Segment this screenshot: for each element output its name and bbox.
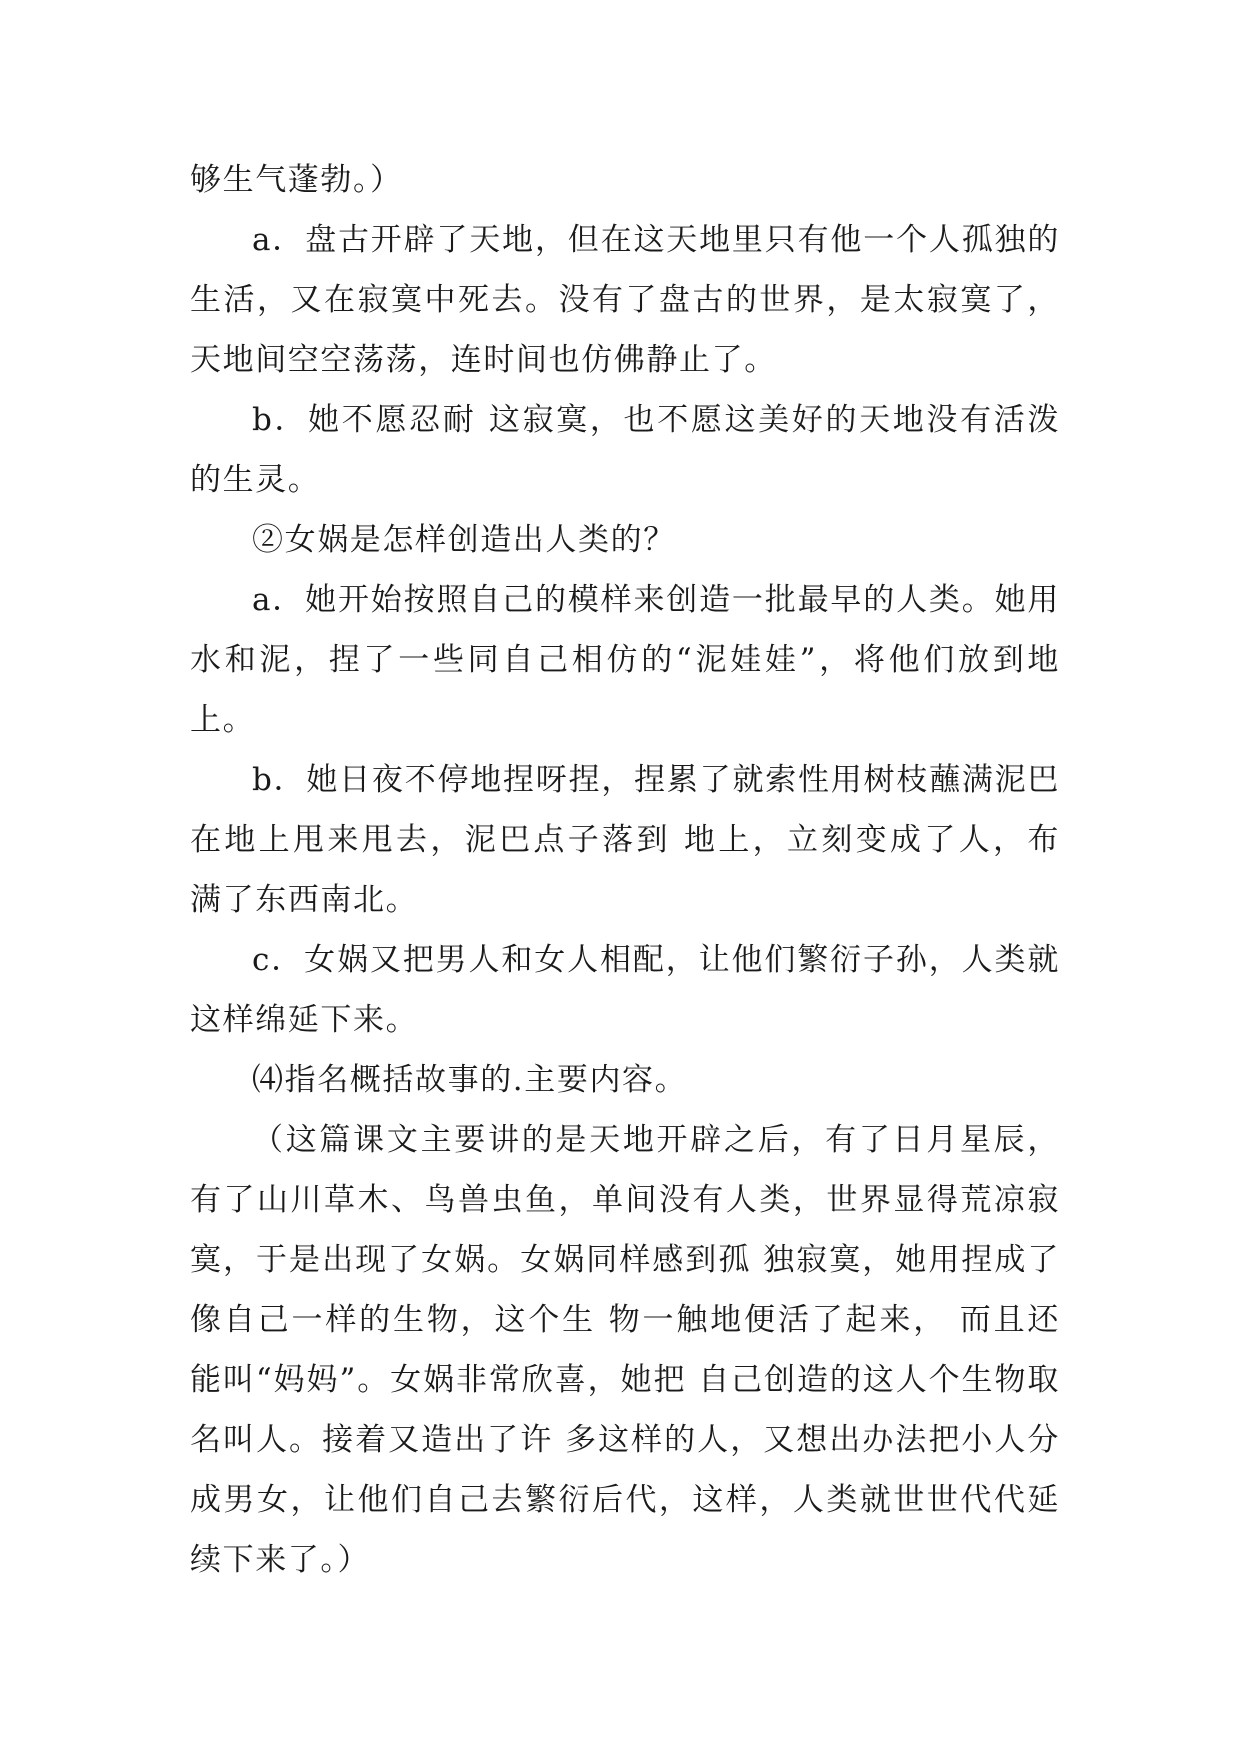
answer-item-a-1: a．盘古开辟了天地，但在这天地里只有他一个人孤独的生活，又在寂寞中死去。没有了盘古的世界，是太寂寞了，天地间空空荡荡，连时间也仿佛静止了。 [190,222,1060,378]
summary-paragraph: （这篇课文主要讲的是天地开辟之后，有了日月星辰，有了山川草木、鸟兽虫鱼，单间没有人类，世界显得荒凉寂寞，于是出现了女娲。女娲同样感到孤 独寂寞，她用捏成了像自己一样的生物，这个生 物一触地便活了起来， 而且还能叫“妈妈”。女娲非常欣喜，她把 自己创造的这人个生物取名叫人。接着又造出了许 多这样的人，又想出办法把小人分成男女，让他们自己去繁衍后代，这样，人类就世世代代延续下来了。） [190,1122,1060,1578]
question-2: ②女娲是怎样创造出人类的？ [252,522,676,558]
answer-item-a-2: a．她开始按照自己的模样来创造一批最早的人类。她用水和泥，捏了一些同自己相仿的“泥娃娃”，将他们放到地上。 [190,582,1060,738]
answer-item-b-1: b．她不愿忍耐 这寂寞，也不愿这美好的天地没有活泼的生灵。 [190,402,1060,498]
document-body [190,150,1060,1590]
answer-item-b-2: b．她日夜不停地捏呀捏，捏累了就索性用树枝蘸满泥巴在地上甩来甩去，泥巴点子落到 地上，立刻变成了人，布 满了东西南北。 [190,762,1060,918]
paragraph-continuation: 够生气蓬勃。） [190,162,403,198]
answer-item-c-2: c．女娲又把男人和女人相配，让他们繁衍子孙，人类就这样绵延下来。 [190,942,1060,1038]
task-4-heading: ⑷指名概括故事的.主要内容。 [252,1062,688,1098]
